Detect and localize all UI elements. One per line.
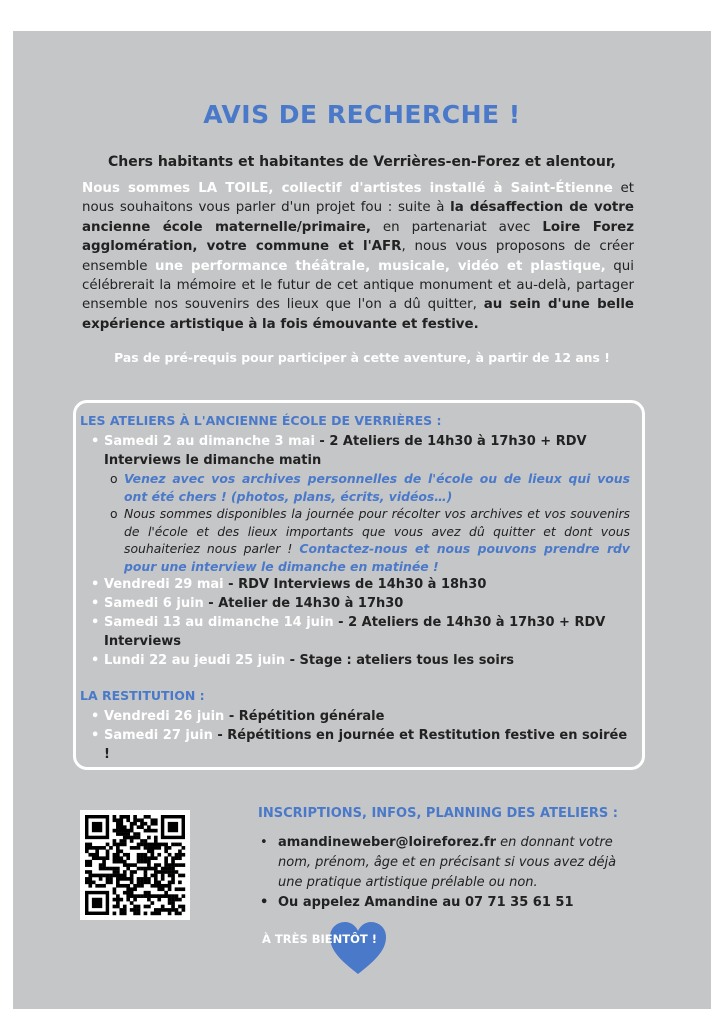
intro-school: la désaffection de votre ancienne école maternelle/primaire, — [82, 200, 634, 235]
bullet-icon: • — [91, 434, 100, 449]
item-date: Vendredi 29 mai — [104, 577, 224, 592]
greeting: Chers habitants et habitantes de Verrières-en-Forez et alentour, — [107, 154, 616, 170]
phone-contact: Ou appelez Amandine au 07 71 35 61 51 — [278, 895, 574, 910]
restitution-heading: LA RESTITUTION : — [80, 688, 205, 703]
intro-text-2: en partenariat avec — [370, 219, 543, 235]
closing-message: À TRÈS BIENTÔT ! — [262, 932, 377, 946]
qr-code-graphic — [80, 810, 190, 920]
list-item — [260, 893, 640, 913]
bullet-icon: • — [91, 728, 100, 743]
inscriptions-heading: INSCRIPTIONS, INFOS, PLANNING DES ATELIERS : — [258, 806, 618, 821]
item-date: Samedi 13 au dimanche 14 juin — [104, 615, 334, 630]
item-text: - Répétitions en journée et Restitution festive en soirée ! — [104, 728, 628, 762]
list-item — [260, 833, 640, 893]
item-text: - 2 Ateliers de 14h30 à 17h30 + RDV Interviews le dimanche matin — [104, 434, 587, 468]
bullet-icon: • — [91, 615, 100, 630]
item-date: Lundi 22 au jeudi 25 juin — [104, 653, 286, 668]
list-subitem — [82, 505, 630, 575]
circle-bullet-icon: o — [110, 471, 118, 486]
intro-partners: Loire Forez agglomération, votre commune et l'AFR — [82, 219, 635, 255]
list-item — [82, 575, 630, 594]
intro-text-4: qui célébrerait la mémoire et le futur de cet antique monument et au-delà, partager ensemble nos souvenirs des lieux que l'on a dû quitter, — [82, 258, 634, 313]
item-date: Samedi 2 au dimanche 3 mai — [104, 434, 315, 449]
intro-experience: au sein d'une belle expérience artistique à la fois émouvante et festive. — [82, 297, 634, 332]
email-instructions: en donnant votre nom, prénom, âge et en précisant si vous avez déjà une pratique artistique prélable ou non. — [278, 835, 617, 890]
list-item — [82, 651, 630, 670]
restitution-list — [82, 707, 630, 764]
heart-icon — [328, 920, 388, 976]
bullet-icon: • — [91, 577, 100, 592]
ateliers-list — [82, 432, 630, 670]
item-text: - RDV Interviews de 14h30 à 18h30 — [223, 577, 487, 592]
bullet-icon: • — [260, 895, 269, 910]
qr-code-icon[interactable] — [80, 810, 190, 920]
intro-collective: Nous sommes LA TOILE, collectif d'artistes installé à Saint-Étienne — [82, 181, 613, 196]
list-item — [82, 613, 630, 651]
item-date: Samedi 6 juin — [104, 596, 204, 611]
page-title: AVIS DE RECHERCHE ! — [203, 100, 521, 129]
item-date: Vendredi 26 juin — [104, 709, 225, 724]
list-item — [82, 594, 630, 613]
subitem-text: Nous sommes disponibles la journée pour récolter vos archives et vos souvenirs de l'école et des lieux importants que vous avez dû quitter et dont vous souhaiteriez nous parler ! — [124, 506, 630, 556]
bullet-icon: • — [91, 709, 100, 724]
intro-text-1: et nous souhaitons vous parler d'un projet fou : suite à — [82, 181, 634, 216]
item-text: - Stage : ateliers tous les soirs — [285, 653, 514, 668]
bullet-icon: • — [91, 596, 100, 611]
bullet-icon: • — [91, 653, 100, 668]
item-date: Samedi 27 juin — [104, 728, 213, 743]
list-item — [82, 726, 630, 764]
circle-bullet-icon: o — [110, 506, 118, 521]
inscriptions-list — [260, 833, 640, 913]
subitem-contact: Contactez-nous et nous pouvons prendre rdv pour une interview le dimanche en matinée ! — [124, 541, 630, 574]
email-link[interactable]: amandineweber@loireforez.fr — [278, 835, 496, 850]
bullet-icon: • — [260, 835, 268, 850]
list-item — [82, 707, 630, 726]
intro-performance: une performance théâtrale, musicale, vidéo et plastique, — [154, 258, 606, 274]
subitem-text: Venez avec vos archives personnelles de l'école ou de lieux qui vous ont été chers ! (photos, plans, écrits, vidéos…) — [124, 471, 630, 504]
list-subitem — [82, 470, 630, 505]
ateliers-heading: LES ATELIERS À L'ANCIENNE ÉCOLE DE VERRIÈRES : — [80, 413, 442, 428]
item-text: - Répétition générale — [224, 709, 385, 724]
intro-text-3: , nous vous proposons de créer ensemble — [82, 239, 634, 274]
prerequis-note: Pas de pré-requis pour participer à cette aventure, à partir de 12 ans ! — [114, 350, 610, 365]
intro-paragraph — [82, 179, 634, 334]
item-text: - 2 Ateliers de 14h30 à 17h30 + RDV Interviews — [104, 615, 606, 649]
list-item — [82, 432, 630, 470]
item-text: - Atelier de 14h30 à 17h30 — [203, 596, 404, 611]
